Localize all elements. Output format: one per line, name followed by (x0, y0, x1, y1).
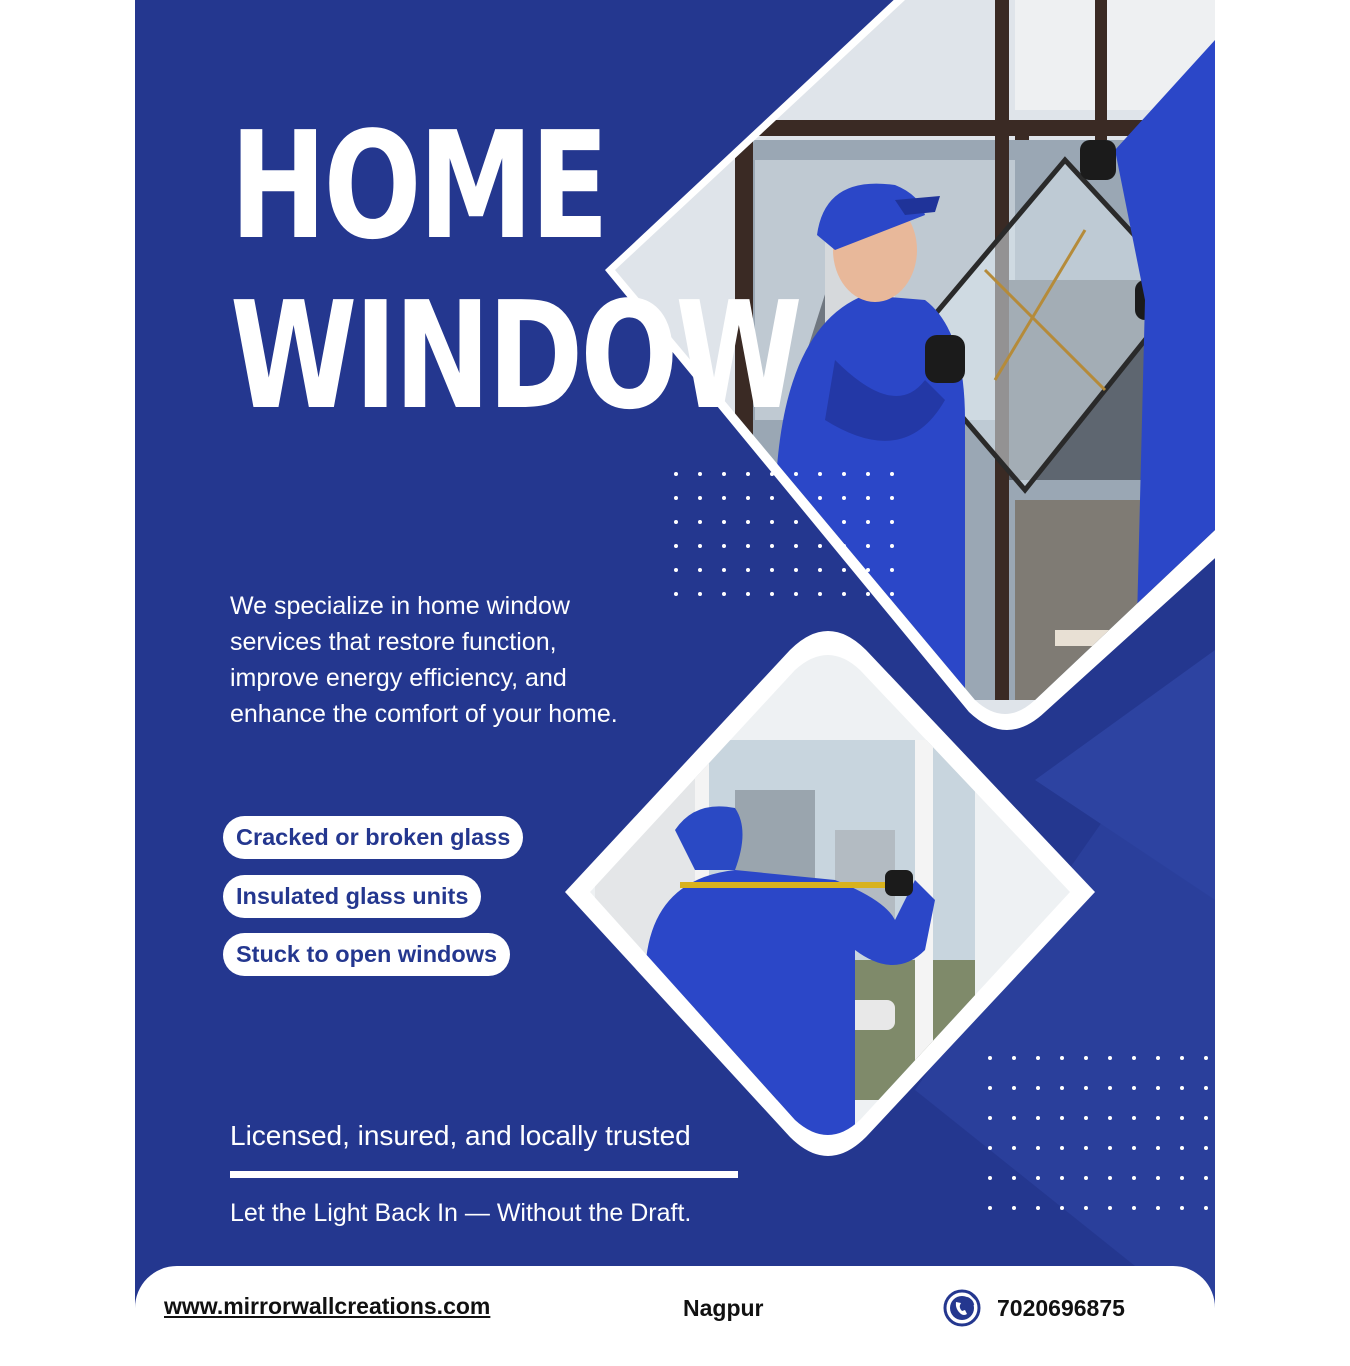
dot (1060, 1176, 1064, 1180)
dot (674, 472, 678, 476)
dot (698, 544, 702, 548)
dot (988, 1146, 992, 1150)
dot (1108, 1056, 1112, 1060)
dot (1036, 1056, 1040, 1060)
dot (794, 496, 798, 500)
dot (1156, 1086, 1160, 1090)
dot (818, 472, 822, 476)
dot (866, 496, 870, 500)
dot (818, 544, 822, 548)
dot (1156, 1206, 1160, 1210)
service-pill-stuck-windows: Stuck to open windows (223, 933, 510, 976)
dot (1108, 1146, 1112, 1150)
phone-number[interactable]: 7020696875 (997, 1295, 1125, 1321)
dot (1180, 1056, 1184, 1060)
dot (842, 592, 846, 596)
dot (722, 544, 726, 548)
dot (988, 1086, 992, 1090)
dot (1036, 1146, 1040, 1150)
dot (1060, 1116, 1064, 1120)
dot (890, 568, 894, 572)
dot (794, 544, 798, 548)
dot (746, 520, 750, 524)
dot (746, 544, 750, 548)
dot (1060, 1206, 1064, 1210)
dot-pattern-bottom (988, 1056, 1208, 1210)
dot (818, 568, 822, 572)
dot (842, 472, 846, 476)
dot (1108, 1176, 1112, 1180)
dot (818, 592, 822, 596)
dot (770, 520, 774, 524)
dot (722, 520, 726, 524)
dot (1156, 1146, 1160, 1150)
dot (1108, 1086, 1112, 1090)
dot (698, 472, 702, 476)
dot (1084, 1146, 1088, 1150)
dot (770, 496, 774, 500)
dot (770, 592, 774, 596)
dot (842, 520, 846, 524)
dot (1012, 1056, 1016, 1060)
dot (1060, 1146, 1064, 1150)
dot (674, 496, 678, 500)
dot (1132, 1146, 1136, 1150)
poster (135, 0, 1215, 1350)
dot (746, 592, 750, 596)
dot (1132, 1176, 1136, 1180)
dot (698, 520, 702, 524)
dot (866, 568, 870, 572)
dot (866, 520, 870, 524)
dot (1204, 1086, 1208, 1090)
dot (988, 1206, 992, 1210)
dot (1036, 1176, 1040, 1180)
dot (698, 568, 702, 572)
dot (1036, 1086, 1040, 1090)
dot (722, 496, 726, 500)
dot (794, 592, 798, 596)
dot (770, 472, 774, 476)
dot (770, 568, 774, 572)
description-text: We specialize in home window services that restore function, improve energy efficiency, and enhance the comfort of your home. (230, 592, 618, 728)
dot (1084, 1206, 1088, 1210)
dot (1180, 1086, 1184, 1090)
footer-bar (135, 1266, 1215, 1366)
dot (1084, 1176, 1088, 1180)
dot (1132, 1086, 1136, 1090)
dot (722, 568, 726, 572)
dot (818, 520, 822, 524)
dot (890, 520, 894, 524)
dot (866, 472, 870, 476)
dot (890, 544, 894, 548)
dot (1060, 1086, 1064, 1090)
dot (770, 544, 774, 548)
dot (746, 568, 750, 572)
dot (1204, 1056, 1208, 1060)
dot (1036, 1206, 1040, 1210)
dot (1084, 1086, 1088, 1090)
tagline: Let the Light Back In — Without the Draft. (230, 1199, 692, 1227)
dot (1156, 1116, 1160, 1120)
dot (1156, 1176, 1160, 1180)
dot (674, 568, 678, 572)
service-pill-insulated-glass: Insulated glass units (223, 875, 481, 918)
dot (1156, 1056, 1160, 1060)
dot (1132, 1116, 1136, 1120)
dot (1036, 1116, 1040, 1120)
dot (988, 1176, 992, 1180)
dot (818, 496, 822, 500)
dot (988, 1116, 992, 1120)
dot (1012, 1086, 1016, 1090)
dot (1132, 1056, 1136, 1060)
dot (794, 520, 798, 524)
dot (842, 496, 846, 500)
dot (842, 568, 846, 572)
dot (1012, 1206, 1016, 1210)
dot (746, 472, 750, 476)
dot-pattern-top (674, 472, 894, 596)
dot (890, 472, 894, 476)
dot (1180, 1146, 1184, 1150)
city-label: Nagpur (683, 1295, 764, 1321)
website-link[interactable]: www.mirrorwallcreations.com (164, 1293, 491, 1319)
dot (890, 496, 894, 500)
dot (794, 472, 798, 476)
dot (866, 544, 870, 548)
dot (1012, 1116, 1016, 1120)
dot (674, 592, 678, 596)
dot (890, 592, 894, 596)
dot (1108, 1206, 1112, 1210)
dot (1204, 1206, 1208, 1210)
dot (866, 592, 870, 596)
trust-line: Licensed, insured, and locally trusted (230, 1120, 691, 1151)
dot (1180, 1206, 1184, 1210)
headline-line-2: WINDOW (230, 270, 800, 442)
dot (674, 520, 678, 524)
dot (722, 592, 726, 596)
dot (746, 496, 750, 500)
dot (842, 544, 846, 548)
dot (1180, 1116, 1184, 1120)
dot (1180, 1176, 1184, 1180)
dot (1012, 1176, 1016, 1180)
headline-line-1: HOME (230, 100, 607, 272)
divider (230, 1171, 738, 1178)
dot (1204, 1116, 1208, 1120)
service-pill-cracked-glass: Cracked or broken glass (223, 816, 523, 859)
dot (1108, 1116, 1112, 1120)
dot (698, 496, 702, 500)
dot (988, 1056, 992, 1060)
dot (1084, 1116, 1088, 1120)
dot (1204, 1176, 1208, 1180)
dot (1060, 1056, 1064, 1060)
dot (1132, 1206, 1136, 1210)
dot (1204, 1146, 1208, 1150)
phone-call-icon (943, 1289, 981, 1327)
dot (1012, 1146, 1016, 1150)
dot (794, 568, 798, 572)
dot (722, 472, 726, 476)
dot (674, 544, 678, 548)
dot (1084, 1056, 1088, 1060)
dot (698, 592, 702, 596)
